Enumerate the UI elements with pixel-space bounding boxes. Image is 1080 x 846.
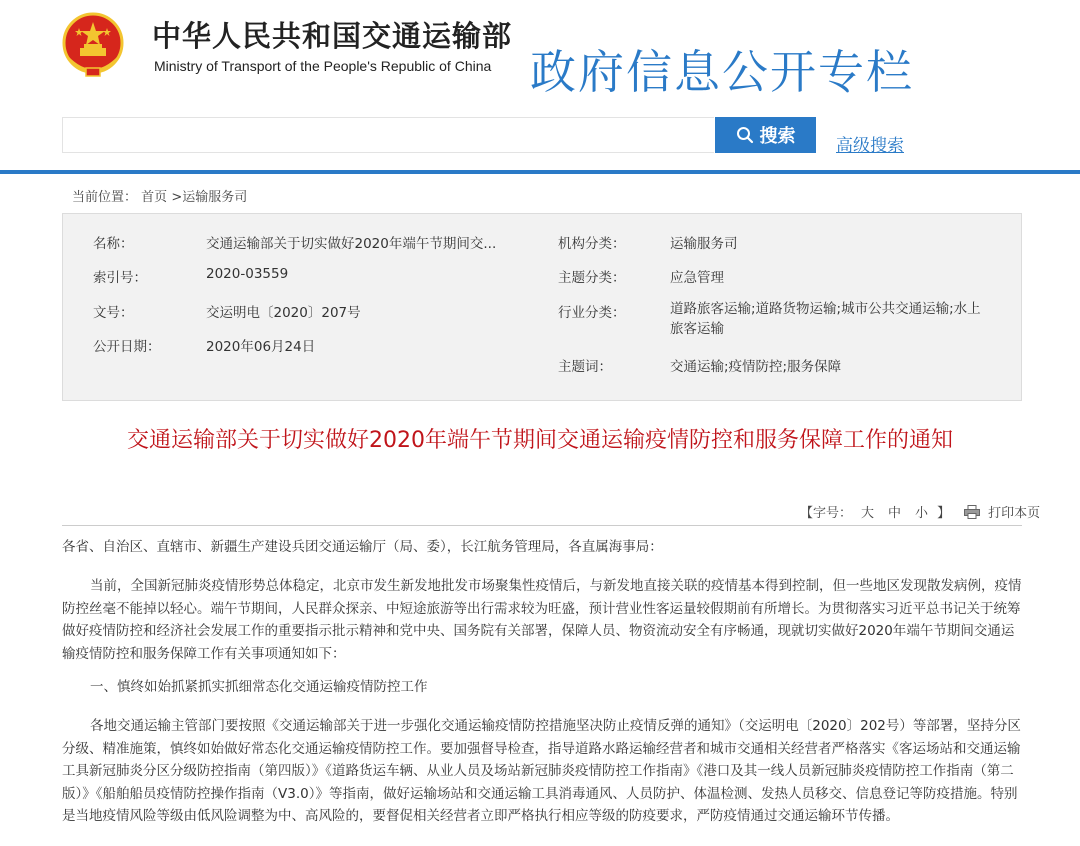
search-icon xyxy=(736,126,754,144)
info-date-value: 2020年06月24日 xyxy=(206,339,316,355)
section-heading-1: 一、慎终如始抓紧抓实抓细常态化交通运输疫情防控工作 xyxy=(90,679,428,695)
salutation: 各省、自治区、直辖市、新疆生产建设兵团交通运输厅（局、委），长江航务管理局，各直属海事局： xyxy=(62,539,663,555)
paragraph-2: 各地交通运输主管部门要按照《交通运输部关于进一步强化交通运输疫情防控措施坚决防止疫情反弹的通知》（交运明电〔2020〕202号）等部署，坚持分区分级、精准施策，慎终如始做好常态化交通运输疫情防控工作。要加强督导检查，指导道路水路运输经营者和城市交通相关经营者严格落实《客运场站和交通运输工具新冠肺炎分区分级防控指南（第四版）》《道路货运车辆、从业人员及场站新冠肺炎疫情防控工作指南》《港口及其一线人员新冠肺炎疫情防控工作指南（第二版）》《船舶船员疫情防控操作指南（V3.0）》等指南，做好运输场站和交通运输工具消毒通风、人员防护、体温检测、发热人员移交、信息登记等防疫措施。特别是当地疫情风险等级由低风险调整为中、高风险的，要督促相关经营者立即严格执行相应等级的防疫要求，严防疫情通过交通运输环节传播。 xyxy=(62,718,1021,824)
info-topic-value: 应急管理 xyxy=(670,270,724,286)
breadcrumb-current-link[interactable]: 运输服务司 xyxy=(182,190,248,205)
content-divider xyxy=(62,525,1022,526)
info-index-label: 索引号： xyxy=(93,270,147,286)
advanced-search-link[interactable]: 高级搜索 xyxy=(836,136,904,156)
font-size-large-button[interactable]: 大 xyxy=(861,506,875,521)
national-emblem-icon xyxy=(62,12,124,78)
breadcrumb-label: 当前位置： xyxy=(72,190,138,205)
info-doc-number-label: 文号： xyxy=(93,305,134,321)
document-title: 交通运输部关于切实做好2020年端午节期间交通运输疫情防控和服务保障工作的通知 xyxy=(127,428,953,453)
ministry-cn-title: 中华人民共和国交通运输部 xyxy=(152,19,513,53)
search-button[interactable] xyxy=(715,117,816,153)
ministry-en-title: Ministry of Transport of the People's Republic of China xyxy=(154,58,492,74)
info-org-label: 机构分类： xyxy=(558,236,626,252)
document-info-box xyxy=(62,213,1022,401)
site-header xyxy=(0,0,1080,172)
font-size-close-bracket: 】 xyxy=(937,506,951,521)
info-industry-value: 道路旅客运输;道路货物运输;城市公共交通运输;水上旅客运输 xyxy=(670,301,981,337)
info-industry-label: 行业分类： xyxy=(558,305,626,321)
info-org-value: 运输服务司 xyxy=(670,236,738,252)
print-page-link[interactable]: 打印本页 xyxy=(988,506,1041,521)
info-name-value: 交通运输部关于切实做好2020年端午节期间交... xyxy=(206,236,497,252)
info-topic-label: 主题分类： xyxy=(558,270,626,286)
search-button-label: 搜索 xyxy=(759,126,796,147)
search-input[interactable] xyxy=(62,117,714,153)
paragraph-1: 当前，全国新冠肺炎疫情形势总体稳定，北京市发生新发地批发市场聚集性疫情后，与新发地直接关联的疫情基本得到控制，但一些地区发现散发病例，疫情防控丝毫不能掉以轻心。端午节期间，人民群众探亲、中短途旅游等出行需求较为旺盛，预计营业性客运量较假期前有所增长。为贯彻落实习近平总书记关于统筹做好疫情防控和经济社会发展工作的重要指示批示精神和党中央、国务院有关部署，保障人员、物资流动安全有序畅通，现就切实做好2020年端午节期间交通运输疫情防控和服务保障工作有关事项通知如下： xyxy=(62,578,1022,662)
info-doc-number-value: 交运明电〔2020〕207号 xyxy=(206,305,361,321)
breadcrumb-home-link[interactable]: 首页 xyxy=(141,190,168,205)
column-title: 政府信息公开专栏 xyxy=(530,45,914,99)
printer-icon[interactable] xyxy=(964,505,980,519)
search-bar xyxy=(62,117,816,155)
header-divider xyxy=(0,170,1080,174)
info-date-label: 公开日期： xyxy=(93,339,161,355)
info-keywords-label: 主题词： xyxy=(558,359,612,375)
info-index-value: 2020-03559 xyxy=(206,266,289,282)
info-keywords-value: 交通运输;疫情防控;服务保障 xyxy=(670,359,842,375)
page-tools xyxy=(800,502,1040,521)
info-name-label: 名称： xyxy=(93,236,134,252)
font-size-label: 【字号： xyxy=(800,506,853,521)
breadcrumb-separator: > xyxy=(171,190,183,205)
breadcrumb xyxy=(72,186,247,205)
font-size-small-button[interactable]: 小 xyxy=(915,506,929,521)
font-size-medium-button[interactable]: 中 xyxy=(888,506,902,521)
